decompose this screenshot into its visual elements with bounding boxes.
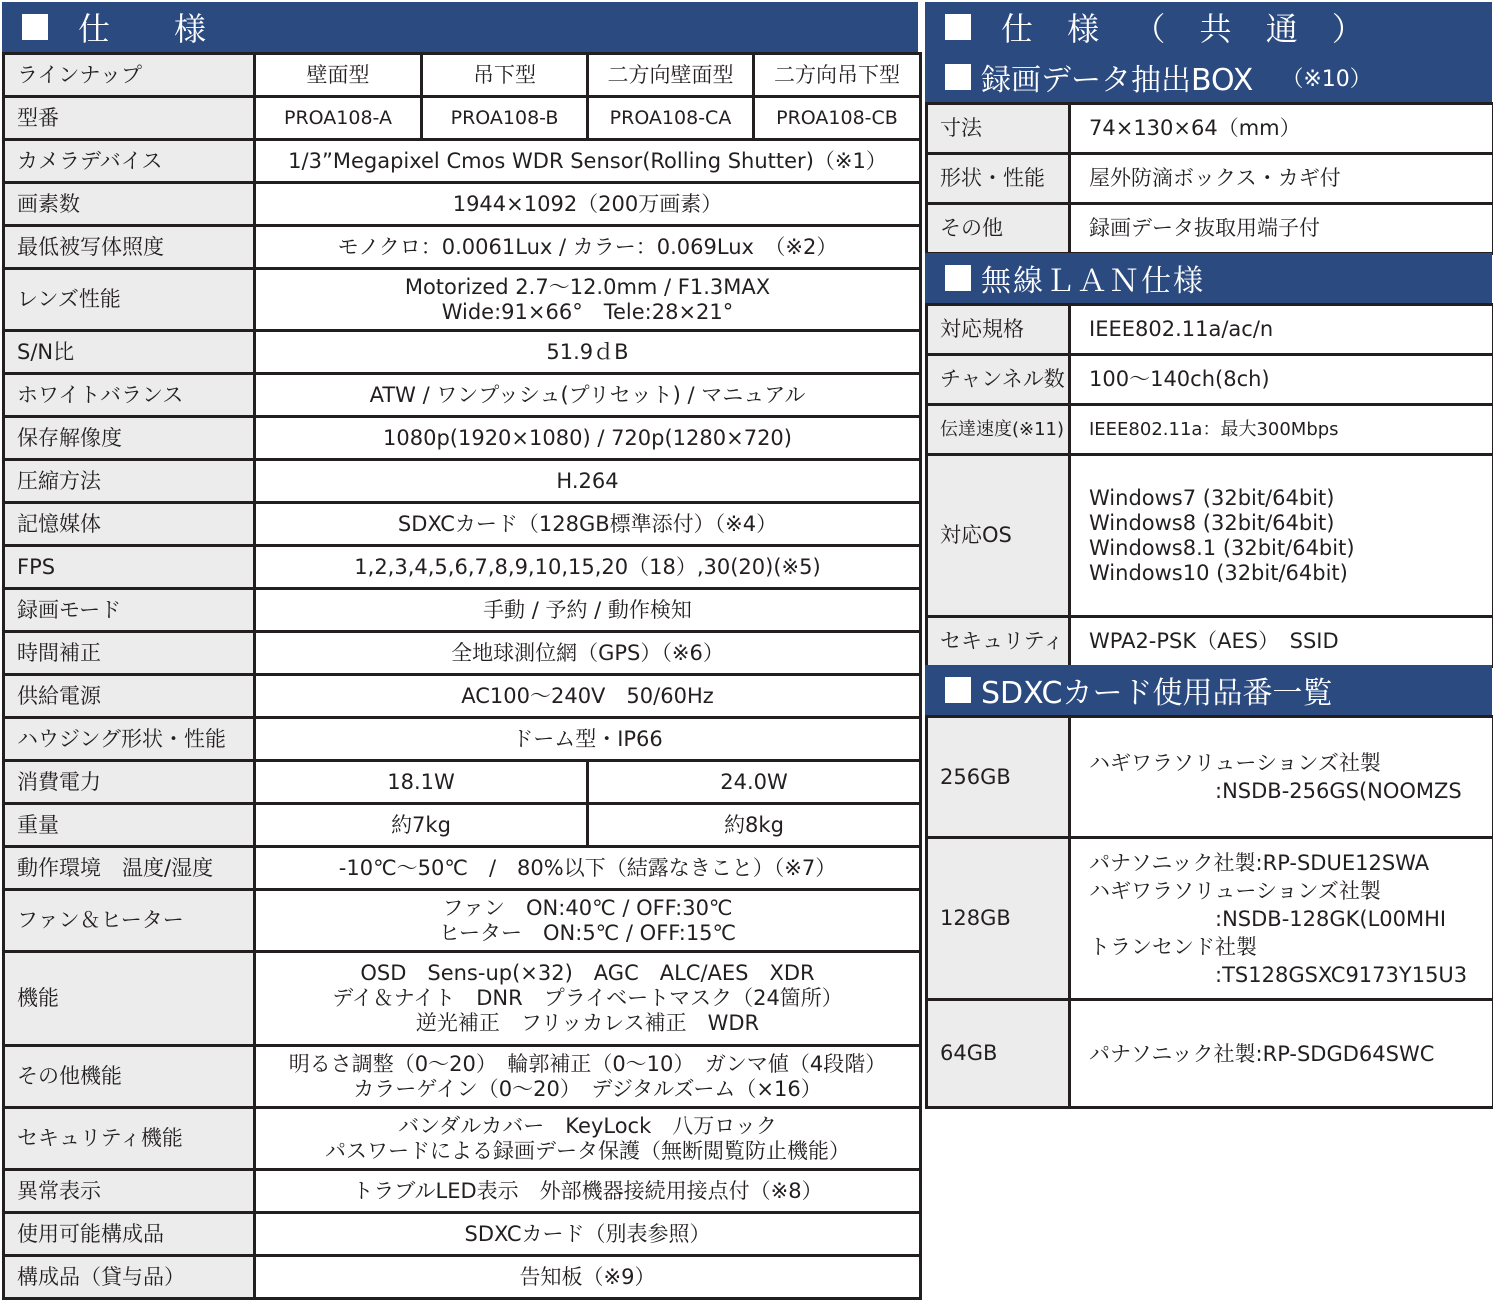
value-line: カラーゲイン（0～20） デジタルズーム（×16） [256,1077,919,1102]
lineup-value: 吊下型 [422,54,588,97]
model-value: PROA108-CB [754,97,921,140]
row-value: 24.0W [588,761,921,804]
spec-row [927,305,1493,355]
value-line: Windows10 (32bit/64bit) [1089,561,1492,586]
row-label: 動作環境 温度/湿度 [4,847,255,890]
row-value [1070,154,1493,204]
value-line: SDXCカード（別表参照） [256,1222,919,1247]
row-label: 時間補正 [4,632,255,675]
wireless-lan-table [925,303,1493,668]
spec-row [4,718,921,761]
spec-row [927,617,1493,667]
row-value [255,460,921,503]
row-label: ファン＆ヒーター [4,890,255,952]
row-value [1070,717,1493,838]
spec-row [4,140,921,183]
row-value [255,675,921,718]
row-value [1070,355,1493,405]
value-line: バンダルカバー KeyLock 八万ロック [256,1114,919,1139]
row-label: チャンネル数 [927,355,1070,405]
value-line: 逆光補正 フリッカレス補正 WDR [256,1011,919,1036]
value-line: AC100～240V 50/60Hz [256,684,919,709]
row-value [255,1170,921,1213]
wireless-lan-header-title: 無線ＬＡＮ仕様 [981,256,1205,300]
row-value [255,140,921,183]
value-line: 録画データ抜取用端子付 [1089,216,1492,241]
row-value [255,503,921,546]
value-line: トラブルLED表示 外部機器接続用接点付（※8） [256,1179,919,1204]
spec-header [2,2,918,52]
value-line: 明るさ調整（0～20） 輪郭補正（0～10） ガンマ値（4段階） [256,1052,919,1077]
row-label: 機能 [4,952,255,1046]
value-line: -10℃～50℃ / 80%以下（結露なきこと）（※7） [256,856,919,881]
value-line: WPA2-PSK（AES） SSID [1089,629,1492,654]
value-line: :TS128GSXC9173Y15U3 [1089,961,1492,989]
model-value: PROA108-CA [588,97,754,140]
sdxc-table [925,715,1493,1109]
row-label: その他機能 [4,1046,255,1108]
square-icon [945,64,971,90]
spec-row [4,761,921,804]
spec-table [2,52,922,1300]
sdxc-header-title: SDXCカード使用品番一覧 [981,668,1332,712]
spec-row [927,204,1493,254]
common-spec-header-title: 仕 様 （ 共 通 ） [1001,4,1376,50]
row-label: 録画モード [4,589,255,632]
row-label: 対応OS [927,455,1070,617]
spec-row [4,632,921,675]
row-label: レンズ性能 [4,269,255,331]
spec-row [927,355,1493,405]
value-line: 手動 / 予約 / 動作検知 [256,598,919,623]
value-line: パナソニック社製:RP-SDGD64SWC [1089,1040,1492,1068]
model-value: PROA108-B [422,97,588,140]
row-value [255,890,921,952]
row-value [255,183,921,226]
square-icon [945,265,971,291]
value-line: モノクロ：0.0061Lux / カラー：0.069Lux （※2） [256,235,919,260]
row-value [255,374,921,417]
square-icon [945,14,971,40]
row-value [1070,617,1493,667]
value-line: IEEE802.11a/ac/n [1089,317,1492,342]
spec-row [4,1170,921,1213]
value-line: 告知板（※9） [256,1265,919,1290]
value-line: OSD Sens-up(×32) AGC ALC/AES XDR [256,961,919,986]
spec-row [4,460,921,503]
model-row [4,97,921,140]
row-label: 64GB [927,1000,1070,1108]
spec-row [927,717,1493,838]
value-line: 51.9ｄB [256,340,919,365]
value-line: Windows8.1 (32bit/64bit) [1089,536,1492,561]
spec-row [4,952,921,1046]
value-line: 1944×1092（200万画素） [256,192,919,217]
spec-row [927,405,1493,455]
value-line: Wide:91×66° Tele:28×21° [256,300,919,325]
spec-row [4,675,921,718]
row-label: その他 [927,204,1070,254]
value-line: 全地球測位網（GPS）（※6） [256,641,919,666]
sdxc-header [925,665,1492,715]
value-line: ファン ON:40℃ / OFF:30℃ [256,896,919,921]
spec-row [927,1000,1493,1108]
value-line: :NSDB-256GS(NOOMZS [1089,777,1492,805]
square-icon [945,677,971,703]
value-line: デイ＆ナイト DNR プライベートマスク（24箇所） [256,986,919,1011]
row-value [255,226,921,269]
lineup-label: ラインナップ [4,54,255,97]
row-value [255,632,921,675]
value-line: 屋外防滴ボックス・カギ付 [1089,166,1492,191]
box-header-title: 録画データ抽出BOX [981,55,1253,99]
spec-row [4,226,921,269]
row-value [255,1046,921,1108]
box-table [925,102,1493,255]
row-label: 128GB [927,838,1070,1000]
row-label: 消費電力 [4,761,255,804]
row-value [255,847,921,890]
row-label: 256GB [927,717,1070,838]
value-line: 74×130×64（mm） [1089,116,1492,141]
row-value [255,718,921,761]
spec-row [4,183,921,226]
spec-row [4,331,921,374]
spec-row [4,546,921,589]
value-line: ヒーター ON:5℃ / OFF:15℃ [256,921,919,946]
value-line: Motorized 2.7～12.0mm / F1.3MAX [256,275,919,300]
row-label: 保存解像度 [4,417,255,460]
spec-row [4,1108,921,1170]
spec-row [4,804,921,847]
row-label: FPS [4,546,255,589]
row-value [255,546,921,589]
spec-row [4,1213,921,1256]
row-label: 最低被写体照度 [4,226,255,269]
spec-row [927,455,1493,617]
row-value [255,417,921,460]
value-line: H.264 [256,469,919,494]
value-line: 1080p(1920×1080) / 720p(1280×720) [256,426,919,451]
row-label: 対応規格 [927,305,1070,355]
row-label: カメラデバイス [4,140,255,183]
spec-row [4,1256,921,1299]
row-value: 18.1W [255,761,588,804]
lineup-value: 二方向吊下型 [754,54,921,97]
spec-row [4,1046,921,1108]
square-icon [22,14,48,40]
spec-row [927,104,1493,154]
value-line: Windows7 (32bit/64bit) [1089,486,1492,511]
value-line: ドーム型・IP66 [256,727,919,752]
box-header-note: （※10） [1281,62,1371,93]
row-label: 異常表示 [4,1170,255,1213]
value-line: ハギワラソリューションズ社製 [1089,877,1492,905]
lineup-value: 二方向壁面型 [588,54,754,97]
model-label: 型番 [4,97,255,140]
row-label: 重量 [4,804,255,847]
value-line: :NSDB-128GK(L00MHI [1089,905,1492,933]
value-line: パスワードによる録画データ保護（無断閲覧防止機能） [256,1139,919,1164]
spec-row [4,890,921,952]
row-value: 約8kg [588,804,921,847]
spec-row [4,589,921,632]
row-label: 圧縮方法 [4,460,255,503]
value-line: トランセンド社製 [1089,933,1492,961]
value-line: ATW / ワンプッシュ(プリセット) / マニュアル [256,383,919,408]
row-label: ハウジング形状・性能 [4,718,255,761]
row-label: S/N比 [4,331,255,374]
value-line: パナソニック社製:RP-SDUE12SWA [1089,849,1492,877]
spec-row [4,847,921,890]
row-value [255,952,921,1046]
spec-row [4,269,921,331]
value-line: IEEE802.11a：最大300Mbps [1089,417,1492,442]
row-value [255,331,921,374]
value-line: Windows8 (32bit/64bit) [1089,511,1492,536]
row-label: 供給電源 [4,675,255,718]
row-value [1070,204,1493,254]
row-label: 伝達速度(※11) [927,405,1070,455]
value-line: ハギワラソリューションズ社製 [1089,749,1492,777]
box-header [925,52,1492,102]
row-value [1070,305,1493,355]
spec-row [4,374,921,417]
row-label: 使用可能構成品 [4,1213,255,1256]
row-label: セキュリティ [927,617,1070,667]
row-label: 構成品（貸与品） [4,1256,255,1299]
common-spec-header [925,2,1492,52]
lineup-row [4,54,921,97]
value-line: 1,2,3,4,5,6,7,8,9,10,15,20（18）,30(20)(※5) [256,555,919,580]
row-value [1070,405,1493,455]
row-value [255,589,921,632]
row-label: ホワイトバランス [4,374,255,417]
spec-row [4,417,921,460]
model-value: PROA108-A [255,97,422,140]
row-value [1070,1000,1493,1108]
value-line: SDXCカード（128GB標準添付）（※4） [256,512,919,537]
row-value [255,269,921,331]
spec-row [927,838,1493,1000]
row-label: 記憶媒体 [4,503,255,546]
row-value [255,1256,921,1299]
row-label: 画素数 [4,183,255,226]
row-value [255,1108,921,1170]
row-value [1070,104,1493,154]
row-value [1070,838,1493,1000]
row-value [1070,455,1493,617]
value-line: 1/3”Megapixel Cmos WDR Sensor(Rolling Shutter)（※1） [256,149,919,174]
lineup-value: 壁面型 [255,54,422,97]
spec-row [927,154,1493,204]
spec-row [4,503,921,546]
row-label: セキュリティ機能 [4,1108,255,1170]
row-value: 約7kg [255,804,588,847]
value-line: 100～140ch(8ch) [1089,367,1492,392]
row-value [255,1213,921,1256]
spec-header-title: 仕 様 [78,4,222,50]
row-label: 寸法 [927,104,1070,154]
row-label: 形状・性能 [927,154,1070,204]
wireless-lan-header [925,253,1492,303]
